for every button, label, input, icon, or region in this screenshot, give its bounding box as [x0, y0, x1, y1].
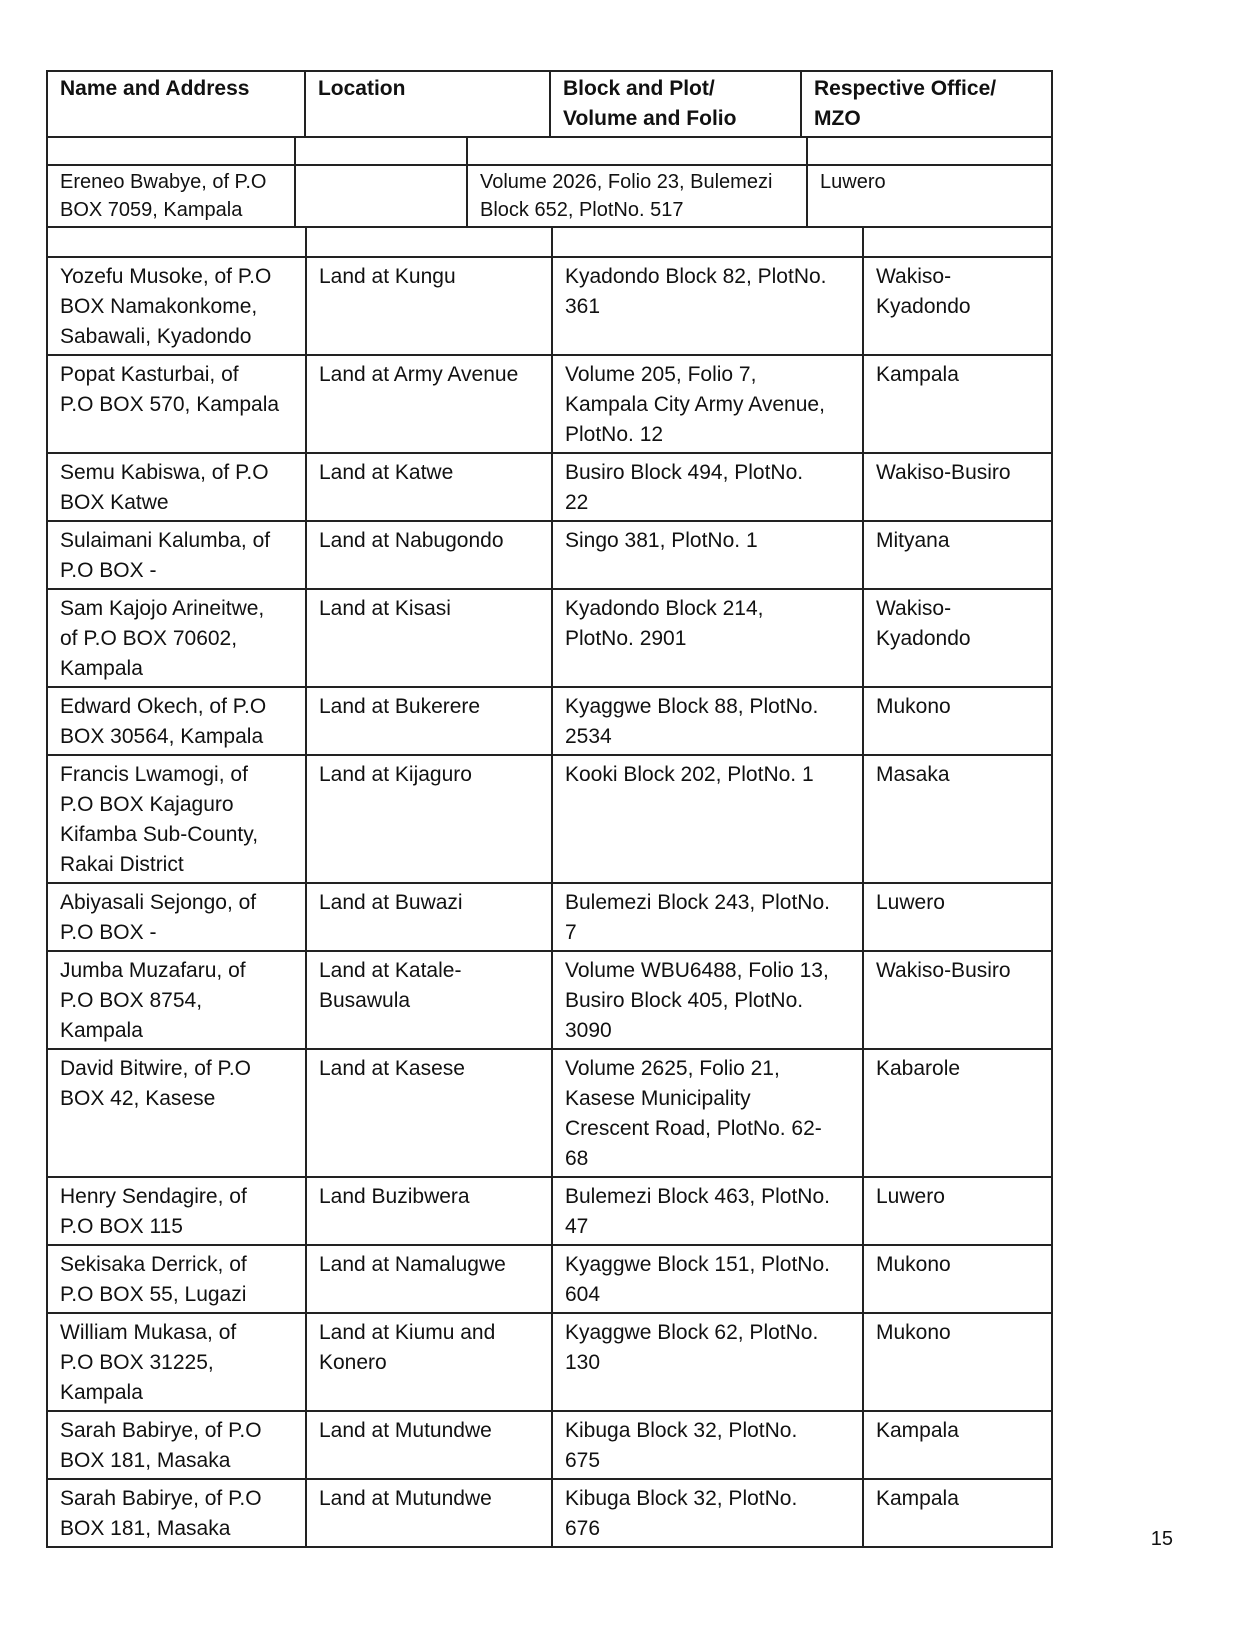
cell-line: Singo 381, PlotNo. 1 — [565, 529, 758, 552]
cell-location — [307, 1050, 553, 1176]
cell-line: Sulaimani Kalumba, of — [60, 529, 271, 552]
cell-line: 2534 — [565, 725, 612, 748]
cell-block-plot — [553, 522, 864, 588]
cell-name-address — [48, 884, 307, 950]
cell-line: PlotNo. 2901 — [565, 627, 687, 650]
cell-block-plot — [553, 756, 864, 882]
cell-office — [864, 1480, 1051, 1546]
cell-line: Edward Okech, of P.O — [60, 695, 267, 718]
cell-name-address — [48, 952, 307, 1048]
cell-line: Abiyasali Sejongo, of — [60, 891, 257, 914]
cell-location — [307, 884, 553, 950]
cell-line: Luwero — [820, 171, 886, 193]
cell-location — [296, 166, 468, 226]
cell-line: Kyadondo Block 214, — [565, 597, 764, 620]
cell-line: Francis Lwamogi, of — [60, 763, 248, 786]
cell-line: Jumba Muzafaru, of — [60, 959, 246, 982]
blank-cell — [48, 228, 307, 256]
cell-line: Land at Nabugondo — [319, 529, 504, 552]
cell-name-address — [48, 258, 307, 354]
cell-line: Konero — [319, 1351, 387, 1374]
cell-line: P.O BOX - — [60, 921, 157, 944]
table-row — [46, 754, 1053, 882]
cell-office — [864, 1050, 1051, 1176]
cell-line: 3090 — [565, 1019, 612, 1042]
cell-block-plot — [553, 454, 864, 520]
cell-line: Land at Namalugwe — [319, 1253, 506, 1276]
table-body — [46, 256, 1053, 1548]
cell-office — [864, 756, 1051, 882]
cell-line: Sekisaka Derrick, of — [60, 1253, 247, 1276]
cell-line: Masaka — [876, 763, 950, 786]
cell-name-address — [48, 166, 296, 226]
cell-line: Kyaggwe Block 151, PlotNo. — [565, 1253, 830, 1276]
table-row — [46, 1244, 1053, 1312]
cell-line: Land at Kisasi — [319, 597, 451, 620]
cell-line: Kampala — [60, 1381, 143, 1404]
header-office-label-2: MZO — [814, 107, 861, 130]
blank-cell — [808, 138, 1051, 164]
cell-location — [307, 1246, 553, 1312]
cell-office — [864, 1412, 1051, 1478]
header-location — [306, 72, 551, 136]
cell-name-address — [48, 522, 307, 588]
cell-name-address — [48, 1246, 307, 1312]
cell-line: Land at Kasese — [319, 1057, 465, 1080]
cell-line: Wakiso-Busiro — [876, 959, 1011, 982]
land-records-table — [46, 70, 1053, 1548]
cell-line: P.O BOX 115 — [60, 1215, 183, 1238]
cell-line: Kifamba Sub-County, — [60, 823, 259, 846]
cell-block-plot — [468, 166, 808, 226]
cell-office — [864, 258, 1051, 354]
cell-line: David Bitwire, of P.O — [60, 1057, 252, 1080]
cell-line: 675 — [565, 1449, 601, 1472]
cell-block-plot — [553, 1246, 864, 1312]
header-office — [802, 72, 1051, 136]
table-row — [46, 354, 1053, 452]
cell-line: Kibuga Block 32, PlotNo. — [565, 1419, 798, 1442]
cell-line: Kampala — [60, 1019, 143, 1042]
cell-line: BOX 181, Masaka — [60, 1449, 231, 1472]
cell-line: Bulemezi Block 463, PlotNo. — [565, 1185, 830, 1208]
cell-location — [307, 1480, 553, 1546]
cell-line: Kibuga Block 32, PlotNo. — [565, 1487, 798, 1510]
cell-office — [864, 688, 1051, 754]
cell-line: 68 — [565, 1147, 589, 1170]
cell-block-plot — [553, 688, 864, 754]
header-office-label-1: Respective Office/ — [814, 77, 997, 100]
cell-name-address — [48, 1480, 307, 1546]
header-name-label: Name and Address — [60, 77, 250, 100]
table-row — [46, 882, 1053, 950]
cell-line: Sabawali, Kyadondo — [60, 325, 252, 348]
cell-line: Kyaggwe Block 88, PlotNo. — [565, 695, 819, 718]
cell-line: Land at Mutundwe — [319, 1487, 492, 1510]
page-number: 15 — [1150, 1528, 1173, 1550]
cell-line: Kyadondo — [876, 627, 971, 650]
cell-location — [307, 454, 553, 520]
table-row — [46, 1410, 1053, 1478]
cell-line: P.O BOX - — [60, 559, 157, 582]
blank-cell — [864, 228, 1051, 256]
cell-block-plot — [553, 884, 864, 950]
cell-line: Luwero — [876, 891, 945, 914]
cell-line: Land at Kijaguro — [319, 763, 472, 786]
table-row — [46, 1048, 1053, 1176]
cell-line: P.O BOX 8754, — [60, 989, 203, 1012]
cell-line: 361 — [565, 295, 601, 318]
cell-office — [864, 884, 1051, 950]
cell-line: 47 — [565, 1215, 589, 1238]
cell-name-address — [48, 1050, 307, 1176]
cell-line: Kampala — [876, 363, 959, 386]
table-row — [46, 686, 1053, 754]
table-row — [46, 1176, 1053, 1244]
cell-line: BOX 181, Masaka — [60, 1517, 231, 1540]
cell-line: BOX Namakonkome, — [60, 295, 258, 318]
cell-line: Popat Kasturbai, of — [60, 363, 239, 386]
cell-location — [307, 1412, 553, 1478]
cell-line: BOX 30564, Kampala — [60, 725, 264, 748]
cell-line: of P.O BOX 70602, — [60, 627, 238, 650]
cell-office — [864, 454, 1051, 520]
cell-location — [307, 522, 553, 588]
cell-line: 7 — [565, 921, 577, 944]
table-row — [46, 520, 1053, 588]
cell-line: Rakai District — [60, 853, 184, 876]
cell-line: Kyadondo Block 82, PlotNo. — [565, 265, 827, 288]
cell-name-address — [48, 1178, 307, 1244]
cell-office — [864, 1314, 1051, 1410]
cell-line: Ereneo Bwabye, of P.O — [60, 171, 267, 193]
cell-line: P.O BOX 55, Lugazi — [60, 1283, 247, 1306]
table-row — [46, 452, 1053, 520]
cell-line: Sam Kajojo Arineitwe, — [60, 597, 265, 620]
cell-line: BOX Katwe — [60, 491, 169, 514]
cell-block-plot — [553, 1178, 864, 1244]
table-header-row — [46, 70, 1053, 136]
cell-name-address — [48, 756, 307, 882]
cell-line: Land at Katwe — [319, 461, 454, 484]
cell-line: Land at Buwazi — [319, 891, 463, 914]
header-block-plot — [551, 72, 802, 136]
cell-line: Kyaggwe Block 62, PlotNo. — [565, 1321, 819, 1344]
cell-block-plot — [553, 1314, 864, 1410]
cell-line: Wakiso- — [876, 597, 952, 620]
cell-line: Volume 2625, Folio 21, — [565, 1057, 780, 1080]
cell-location — [307, 756, 553, 882]
table-row — [46, 164, 1053, 226]
cell-office — [864, 522, 1051, 588]
header-name-address — [48, 72, 306, 136]
cell-line: Block 652, PlotNo. 517 — [480, 199, 684, 221]
cell-line: Kampala City Army Avenue, — [565, 393, 825, 416]
cell-line: BOX 42, Kasese — [60, 1087, 216, 1110]
table-row — [46, 256, 1053, 354]
table-row — [46, 1478, 1053, 1548]
cell-name-address — [48, 1314, 307, 1410]
cell-line: Henry Sendagire, of — [60, 1185, 247, 1208]
cell-line: Mukono — [876, 1321, 951, 1344]
cell-line: Land at Bukerere — [319, 695, 481, 718]
blank-cell — [48, 138, 296, 164]
header-location-label: Location — [317, 77, 406, 100]
cell-line: Busiro Block 494, PlotNo. — [565, 461, 804, 484]
cell-line: Kasese Municipality — [565, 1087, 751, 1110]
cell-line: P.O BOX 570, Kampala — [60, 393, 280, 416]
cell-line: 130 — [565, 1351, 601, 1374]
cell-office — [864, 1246, 1051, 1312]
cell-line: PlotNo. 12 — [565, 423, 664, 446]
cell-line: William Mukasa, of — [60, 1321, 237, 1344]
header-block-label-2: Volume and Folio — [563, 107, 737, 130]
cell-office — [864, 590, 1051, 686]
cell-name-address — [48, 454, 307, 520]
cell-line: Luwero — [876, 1185, 945, 1208]
cell-office — [864, 952, 1051, 1048]
cell-line: Crescent Road, PlotNo. 62- — [565, 1117, 822, 1140]
cell-line: Yozefu Musoke, of P.O — [60, 265, 272, 288]
cell-line: P.O BOX Kajaguro — [60, 793, 234, 816]
cell-location — [307, 952, 553, 1048]
cell-office — [864, 356, 1051, 452]
cell-name-address — [48, 688, 307, 754]
cell-location — [307, 590, 553, 686]
cell-line: Semu Kabiswa, of P.O — [60, 461, 269, 484]
table-row — [46, 950, 1053, 1048]
cell-line: BOX 7059, Kampala — [60, 199, 243, 221]
cell-line: Kampala — [876, 1419, 959, 1442]
blank-cell — [307, 228, 553, 256]
header-block-label-1: Block and Plot/ — [563, 77, 715, 100]
cell-name-address — [48, 1412, 307, 1478]
blank-cell — [468, 138, 808, 164]
cell-line: P.O BOX 31225, — [60, 1351, 214, 1374]
cell-line: Volume 205, Folio 7, — [565, 363, 757, 386]
cell-line: Kooki Block 202, PlotNo. 1 — [565, 763, 814, 786]
cell-block-plot — [553, 356, 864, 452]
cell-line: Land at Mutundwe — [319, 1419, 492, 1442]
cell-location — [307, 1314, 553, 1410]
blank-row — [46, 226, 1053, 256]
cell-office — [808, 166, 1051, 226]
cell-line: Mityana — [876, 529, 950, 552]
cell-line: Land at Kiumu and — [319, 1321, 496, 1344]
blank-row — [46, 136, 1053, 164]
cell-block-plot — [553, 1412, 864, 1478]
cell-block-plot — [553, 1480, 864, 1546]
cell-block-plot — [553, 258, 864, 354]
cell-block-plot — [553, 1050, 864, 1176]
cell-line: Kabarole — [876, 1057, 961, 1080]
cell-line: 676 — [565, 1517, 601, 1540]
cell-line: Mukono — [876, 695, 951, 718]
cell-block-plot — [553, 590, 864, 686]
blank-cell — [553, 228, 864, 256]
cell-line: Volume 2026, Folio 23, Bulemezi — [480, 171, 773, 193]
cell-line: 604 — [565, 1283, 601, 1306]
cell-line: Wakiso- — [876, 265, 952, 288]
cell-line: Land Buzibwera — [319, 1185, 470, 1208]
blank-cell — [296, 138, 468, 164]
cell-line: Wakiso-Busiro — [876, 461, 1011, 484]
cell-location — [307, 1178, 553, 1244]
cell-line: Kampala — [60, 657, 143, 680]
cell-location — [307, 258, 553, 354]
cell-location — [307, 688, 553, 754]
cell-line: Kyadondo — [876, 295, 971, 318]
cell-line: 22 — [565, 491, 589, 514]
table-row — [46, 588, 1053, 686]
cell-location — [307, 356, 553, 452]
cell-name-address — [48, 356, 307, 452]
cell-line: Land at Katale- — [319, 959, 462, 982]
cell-line: Kampala — [876, 1487, 959, 1510]
cell-name-address — [48, 590, 307, 686]
cell-line: Sarah Babirye, of P.O — [60, 1487, 262, 1510]
table-row — [46, 1312, 1053, 1410]
cell-line: Sarah Babirye, of P.O — [60, 1419, 262, 1442]
cell-line: Land at Kungu — [319, 265, 456, 288]
cell-line: Mukono — [876, 1253, 951, 1276]
cell-line: Land at Army Avenue — [319, 363, 519, 386]
cell-line: Volume WBU6488, Folio 13, — [565, 959, 829, 982]
cell-block-plot — [553, 952, 864, 1048]
cell-line: Busiro Block 405, PlotNo. — [565, 989, 804, 1012]
cell-office — [864, 1178, 1051, 1244]
cell-line: Busawula — [319, 989, 411, 1012]
cell-line: Bulemezi Block 243, PlotNo. — [565, 891, 830, 914]
